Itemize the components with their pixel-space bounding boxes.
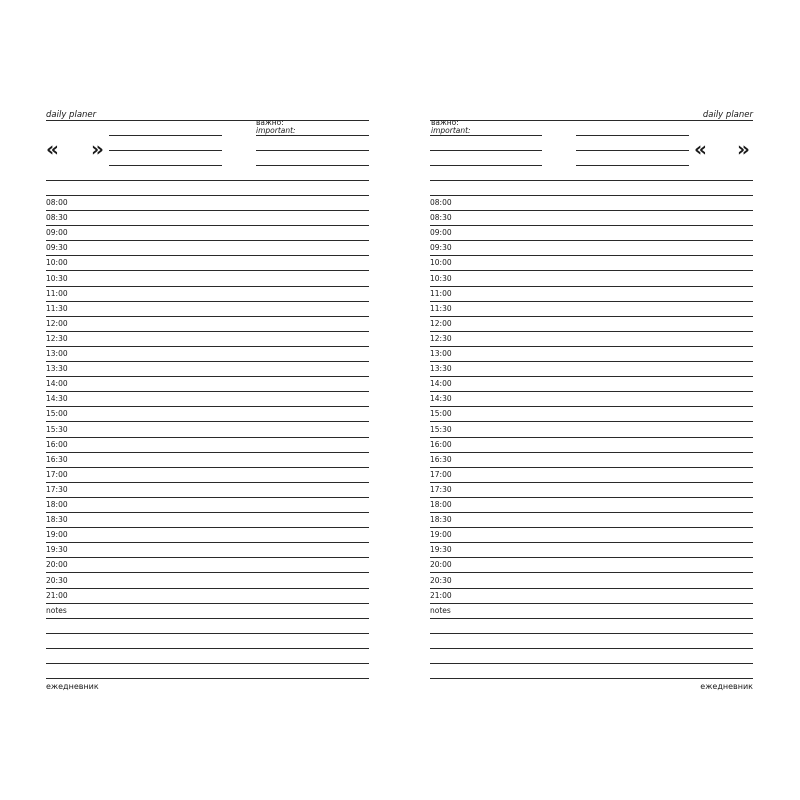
- time-slot-label: 10:30: [46, 273, 68, 283]
- time-slot-line[interactable]: [46, 391, 369, 392]
- important-field-line[interactable]: [256, 165, 369, 166]
- date-field-line[interactable]: [109, 135, 222, 136]
- time-slot-label: 21:00: [46, 590, 68, 600]
- important-label-ru: важно:: [431, 118, 459, 127]
- notes-line[interactable]: [430, 618, 753, 619]
- next-day-arrow-icon[interactable]: »: [737, 137, 750, 161]
- time-slot-line[interactable]: [430, 588, 753, 589]
- time-slot-line[interactable]: [46, 240, 369, 241]
- important-label-ru: важно:: [256, 118, 284, 127]
- time-slot-line[interactable]: [430, 391, 753, 392]
- time-slot-label: 19:00: [46, 530, 68, 540]
- time-slot-line[interactable]: [46, 301, 369, 302]
- time-slot-line[interactable]: [46, 512, 369, 513]
- time-slot-label: 11:30: [46, 303, 68, 313]
- date-field-line[interactable]: [576, 165, 689, 166]
- time-slot-label: 16:30: [430, 454, 452, 464]
- prev-day-arrow-icon[interactable]: «: [694, 137, 707, 161]
- time-slot-line[interactable]: [46, 437, 369, 438]
- time-slot-label: 16:00: [430, 439, 452, 449]
- time-slot-line[interactable]: [46, 255, 369, 256]
- time-slot-label: 14:00: [46, 379, 68, 389]
- time-slot-line[interactable]: [46, 225, 369, 226]
- time-slot-line[interactable]: [46, 316, 369, 317]
- time-slot-label: 17:30: [46, 484, 68, 494]
- header-rule: [430, 195, 753, 196]
- time-slot-line[interactable]: [46, 542, 369, 543]
- date-field-line[interactable]: [109, 165, 222, 166]
- time-slot-label: 09:30: [46, 243, 68, 253]
- time-slot-label: 18:30: [430, 515, 452, 525]
- time-slot-label: 08:30: [430, 213, 452, 223]
- time-slot-label: 20:30: [430, 575, 452, 585]
- time-slot-label: 14:00: [430, 379, 452, 389]
- time-slot-line[interactable]: [430, 286, 753, 287]
- time-slot-line[interactable]: [430, 557, 753, 558]
- notes-line[interactable]: [430, 678, 753, 679]
- time-slot-label: 13:30: [430, 364, 452, 374]
- time-slot-label: 11:30: [430, 303, 452, 313]
- time-slot-label: 16:00: [46, 439, 68, 449]
- time-slot-line[interactable]: [430, 331, 753, 332]
- time-slot-label: 18:30: [46, 515, 68, 525]
- time-slot-label: 10:30: [430, 273, 452, 283]
- time-slot-line[interactable]: [46, 361, 369, 362]
- time-slot-line[interactable]: [430, 497, 753, 498]
- time-slot-label: 12:00: [430, 318, 452, 328]
- footer-label: ежедневник: [46, 682, 99, 691]
- time-slot-label: 18:00: [430, 500, 452, 509]
- time-slot-label: 16:30: [46, 454, 68, 464]
- time-slot-label: 20:30: [46, 575, 68, 585]
- page-title: daily planer: [46, 110, 97, 120]
- time-slot-line[interactable]: [46, 210, 369, 211]
- time-slot-line[interactable]: [430, 527, 753, 528]
- time-slot-label: 14:30: [430, 394, 452, 404]
- footer-label: ежедневник: [700, 682, 753, 691]
- important-label-en: important:: [431, 126, 471, 135]
- time-slot-line[interactable]: [430, 467, 753, 468]
- time-slot-line[interactable]: [430, 572, 753, 573]
- time-slot-label: 10:00: [430, 258, 452, 268]
- time-slot-line[interactable]: [46, 406, 369, 407]
- time-slot-label: 18:00: [46, 500, 68, 509]
- time-slot-line[interactable]: [430, 225, 753, 226]
- notes-line[interactable]: [430, 648, 753, 649]
- time-slot-line[interactable]: [430, 542, 753, 543]
- notes-label: notes: [430, 605, 451, 615]
- time-slot-label: 15:30: [46, 424, 68, 434]
- time-slot-label: 15:00: [46, 409, 68, 419]
- time-slot-label: 09:00: [46, 228, 68, 238]
- notes-line[interactable]: [46, 648, 369, 649]
- left-planner-page: [46, 0, 369, 800]
- time-slot-line[interactable]: [430, 210, 753, 211]
- time-slot-line[interactable]: [430, 361, 753, 362]
- time-slot-line[interactable]: [430, 421, 753, 422]
- header-rule: [46, 195, 369, 196]
- time-slot-label: 13:30: [46, 364, 68, 374]
- time-slot-label: 13:00: [430, 349, 452, 358]
- important-field-line[interactable]: [256, 150, 369, 151]
- time-slot-line[interactable]: [46, 421, 369, 422]
- header-rule: [46, 180, 369, 181]
- time-slot-line[interactable]: [430, 437, 753, 438]
- time-slot-label: 09:30: [430, 243, 452, 253]
- time-slot-line[interactable]: [430, 482, 753, 483]
- time-slot-line[interactable]: [46, 572, 369, 573]
- important-field-line[interactable]: [430, 165, 542, 166]
- header-rule: [430, 180, 753, 181]
- time-slot-line[interactable]: [430, 270, 753, 271]
- date-field-line[interactable]: [109, 150, 222, 151]
- time-slot-line[interactable]: [46, 527, 369, 528]
- time-slot-label: 11:00: [46, 288, 68, 298]
- time-slot-label: 17:00: [46, 469, 68, 479]
- time-slot-label: 20:00: [46, 560, 68, 570]
- time-slot-line[interactable]: [46, 588, 369, 589]
- page-title: daily planer: [702, 110, 753, 120]
- time-slot-label: 15:30: [430, 424, 452, 434]
- date-field-line[interactable]: [576, 135, 689, 136]
- time-slot-label: 14:30: [46, 394, 68, 404]
- time-slot-line[interactable]: [46, 603, 369, 604]
- time-slot-line[interactable]: [46, 346, 369, 347]
- time-slot-label: 19:30: [430, 545, 452, 555]
- important-field-line[interactable]: [430, 135, 542, 136]
- right-planner-page: [430, 0, 753, 800]
- notes-line[interactable]: [430, 663, 753, 664]
- time-slot-label: 12:30: [430, 333, 452, 343]
- time-slot-line[interactable]: [430, 603, 753, 604]
- time-slot-line[interactable]: [430, 240, 753, 241]
- important-label-en: important:: [256, 126, 296, 135]
- time-slot-label: 20:00: [430, 560, 452, 570]
- notes-line[interactable]: [46, 633, 369, 634]
- time-slot-line[interactable]: [430, 346, 753, 347]
- next-day-arrow-icon[interactable]: »: [91, 137, 104, 161]
- time-slot-line[interactable]: [430, 406, 753, 407]
- time-slot-line[interactable]: [46, 331, 369, 332]
- notes-label: notes: [46, 605, 67, 615]
- time-slot-label: 15:00: [430, 409, 452, 419]
- notes-line[interactable]: [430, 633, 753, 634]
- time-slot-label: 08:30: [46, 213, 68, 223]
- time-slot-label: 19:00: [430, 530, 452, 540]
- time-slot-label: 21:00: [430, 590, 452, 600]
- time-slot-line[interactable]: [430, 316, 753, 317]
- time-slot-label: 17:00: [430, 469, 452, 479]
- time-slot-line[interactable]: [430, 255, 753, 256]
- time-slot-label: 17:30: [430, 484, 452, 494]
- time-slot-line[interactable]: [46, 376, 369, 377]
- title-underline: [430, 120, 753, 121]
- time-slot-line[interactable]: [46, 482, 369, 483]
- time-slot-label: 11:00: [430, 288, 452, 298]
- important-field-line[interactable]: [430, 150, 542, 151]
- time-slot-line[interactable]: [46, 286, 369, 287]
- time-slot-label: 10:00: [46, 258, 68, 268]
- time-slot-label: 13:00: [46, 349, 68, 358]
- time-slot-line[interactable]: [46, 557, 369, 558]
- time-slot-label: 12:00: [46, 318, 68, 328]
- time-slot-line[interactable]: [46, 270, 369, 271]
- title-underline: [46, 120, 369, 121]
- time-slot-label: 08:00: [430, 198, 452, 207]
- time-slot-line[interactable]: [430, 301, 753, 302]
- time-slot-label: 19:30: [46, 545, 68, 555]
- time-slot-label: 09:00: [430, 228, 452, 238]
- notes-line[interactable]: [46, 678, 369, 679]
- notes-line[interactable]: [46, 663, 369, 664]
- time-slot-line[interactable]: [430, 512, 753, 513]
- date-field-line[interactable]: [576, 150, 689, 151]
- time-slot-line[interactable]: [46, 452, 369, 453]
- time-slot-line[interactable]: [430, 452, 753, 453]
- time-slot-line[interactable]: [46, 497, 369, 498]
- time-slot-label: 12:30: [46, 333, 68, 343]
- important-field-line[interactable]: [256, 135, 369, 136]
- time-slot-line[interactable]: [46, 467, 369, 468]
- time-slot-line[interactable]: [430, 376, 753, 377]
- notes-line[interactable]: [46, 618, 369, 619]
- time-slot-label: 08:00: [46, 198, 68, 207]
- prev-day-arrow-icon[interactable]: «: [46, 137, 59, 161]
